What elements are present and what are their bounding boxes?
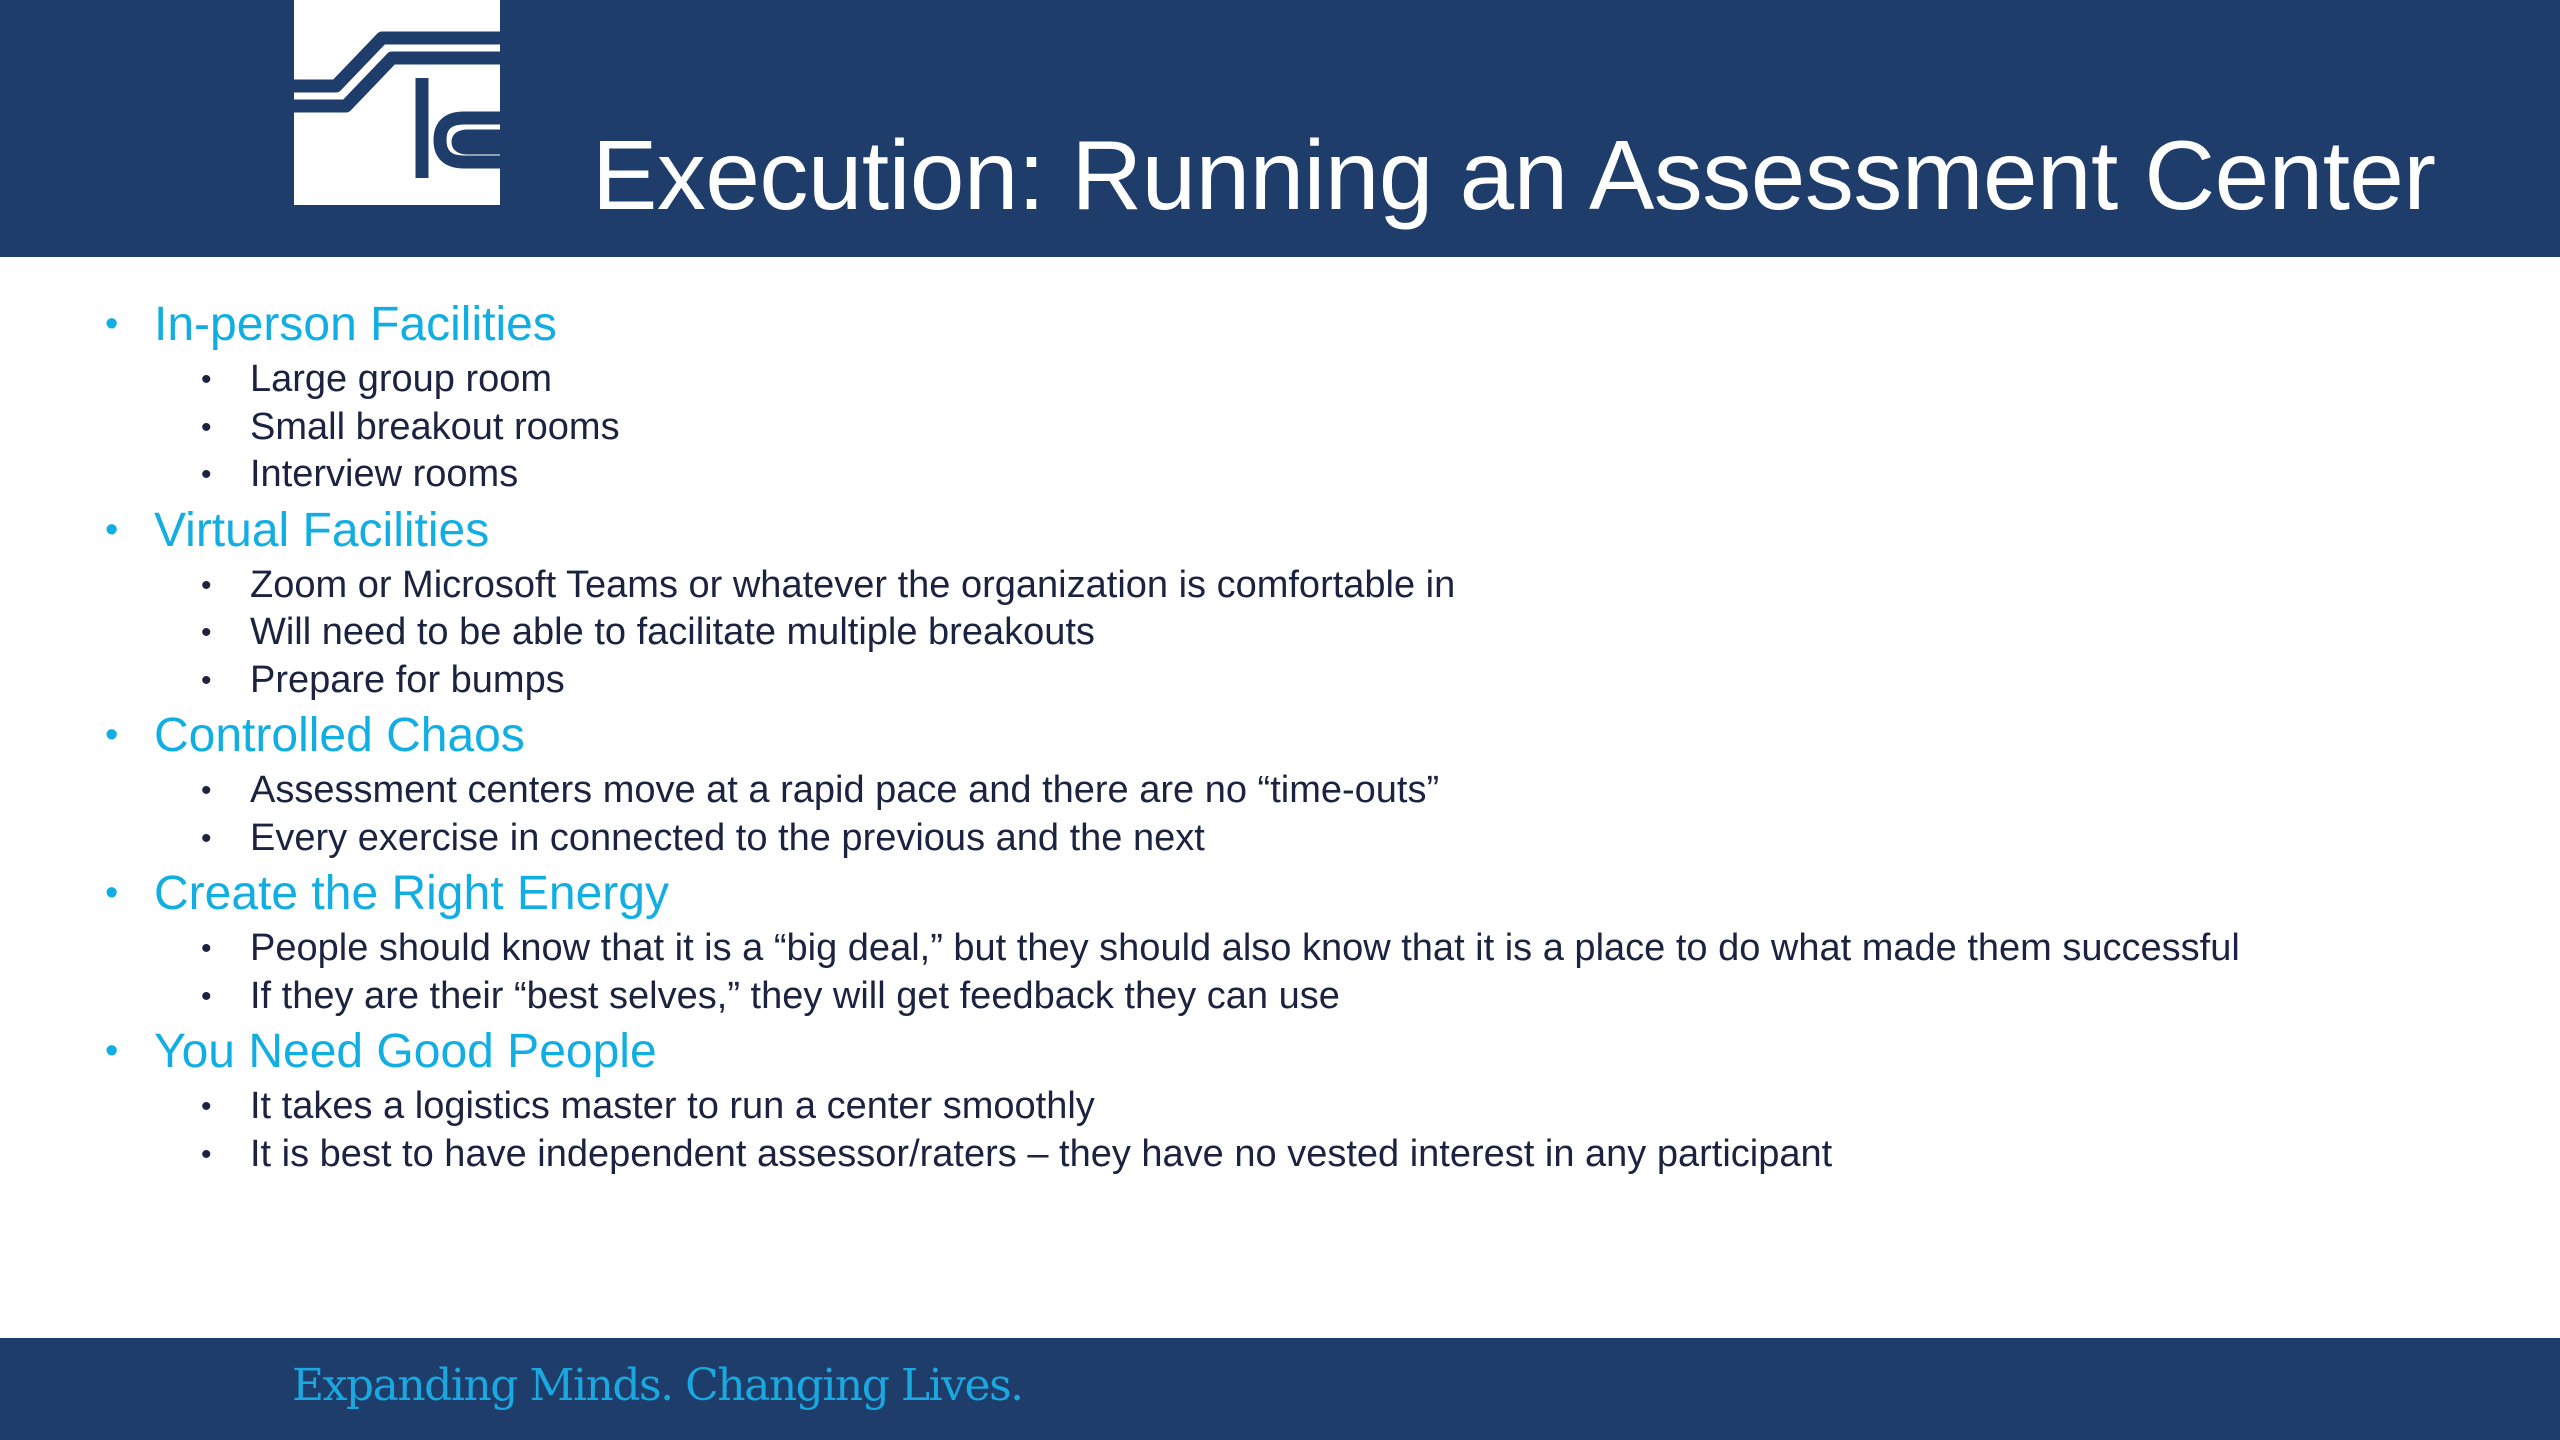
- bullet-icon: •: [105, 1030, 119, 1072]
- section-heading-text: You Need Good People: [154, 1025, 657, 1078]
- list-item-text: It takes a logistics master to run a center smoothly: [250, 1085, 1095, 1127]
- list-item: [0, 356, 2560, 404]
- list-item: [0, 609, 2560, 657]
- list-item-text: Small breakout rooms: [250, 405, 620, 448]
- list-item: [0, 451, 2560, 499]
- bullet-icon: •: [201, 410, 212, 444]
- list-item: [0, 404, 2560, 452]
- list-item: [0, 815, 2560, 863]
- section-create-the-right-energy: [0, 862, 2560, 1020]
- section-you-need-good-people: [0, 1020, 2560, 1178]
- list-item: [0, 562, 2560, 610]
- slide-header: [0, 0, 2560, 257]
- list-item-text: Every exercise in connected to the previous and the next: [250, 816, 1205, 859]
- list-item: [0, 925, 2560, 973]
- list-item-text: If they are their “best selves,” they will get feedback they can use: [250, 974, 1340, 1017]
- section-heading: [0, 704, 2560, 767]
- section-heading-text: Virtual Facilities: [154, 503, 490, 557]
- bullet-icon: •: [105, 714, 119, 756]
- bullet-icon: •: [201, 616, 212, 649]
- list-item-text: Interview rooms: [250, 453, 519, 495]
- list-item: [0, 767, 2560, 815]
- bullet-icon: •: [201, 568, 212, 602]
- bullet-list: [0, 293, 2560, 1178]
- bullet-icon: •: [201, 363, 212, 396]
- section-heading: [0, 862, 2560, 925]
- list-item-text: Large group room: [250, 358, 553, 400]
- bullet-icon: •: [201, 932, 212, 965]
- section-controlled-chaos: [0, 704, 2560, 862]
- list-item-text: It is best to have independent assessor/raters – they have no vested interest in any participant: [250, 1132, 1833, 1175]
- slide-footer: [0, 1338, 2560, 1440]
- bullet-icon: •: [105, 508, 119, 551]
- list-item: [0, 1083, 2560, 1131]
- list-item-text: Will need to be able to facilitate multiple breakouts: [250, 611, 1095, 653]
- bullet-icon: •: [105, 303, 119, 345]
- section-virtual-facilities: [0, 499, 2560, 705]
- section-heading: [0, 1020, 2560, 1083]
- list-item-text: People should know that it is a “big deal,” but they should also know that it is a place to do what made them successful: [250, 927, 2240, 969]
- section-in-person-facilities: [0, 293, 2560, 499]
- institution-logo-icon: [294, 0, 500, 205]
- section-heading-text: In-person Facilities: [154, 298, 557, 351]
- section-heading: [0, 499, 2560, 562]
- bullet-icon: •: [201, 1137, 212, 1171]
- list-item: [0, 973, 2560, 1021]
- list-item-text: Zoom or Microsoft Teams or whatever the organization is comfortable in: [250, 563, 1456, 606]
- bullet-icon: •: [201, 774, 212, 807]
- section-heading-text: Create the Right Energy: [154, 867, 669, 920]
- bullet-icon: •: [201, 979, 212, 1013]
- list-item-text: Assessment centers move at a rapid pace and there are no “time-outs”: [250, 769, 1440, 811]
- slide-title: Execution: Running an Assessment Center: [592, 120, 2436, 230]
- section-heading-text: Controlled Chaos: [154, 709, 525, 762]
- bullet-icon: •: [105, 872, 119, 914]
- bullet-icon: •: [201, 1090, 212, 1123]
- bullet-icon: •: [201, 458, 212, 491]
- list-item-text: Prepare for bumps: [250, 658, 565, 701]
- list-item: [0, 1131, 2560, 1179]
- section-heading: [0, 293, 2560, 356]
- footer-tagline: Expanding Minds. Changing Lives.: [292, 1360, 1023, 1411]
- list-item: [0, 657, 2560, 705]
- bullet-icon: •: [201, 821, 212, 855]
- bullet-icon: •: [201, 663, 212, 697]
